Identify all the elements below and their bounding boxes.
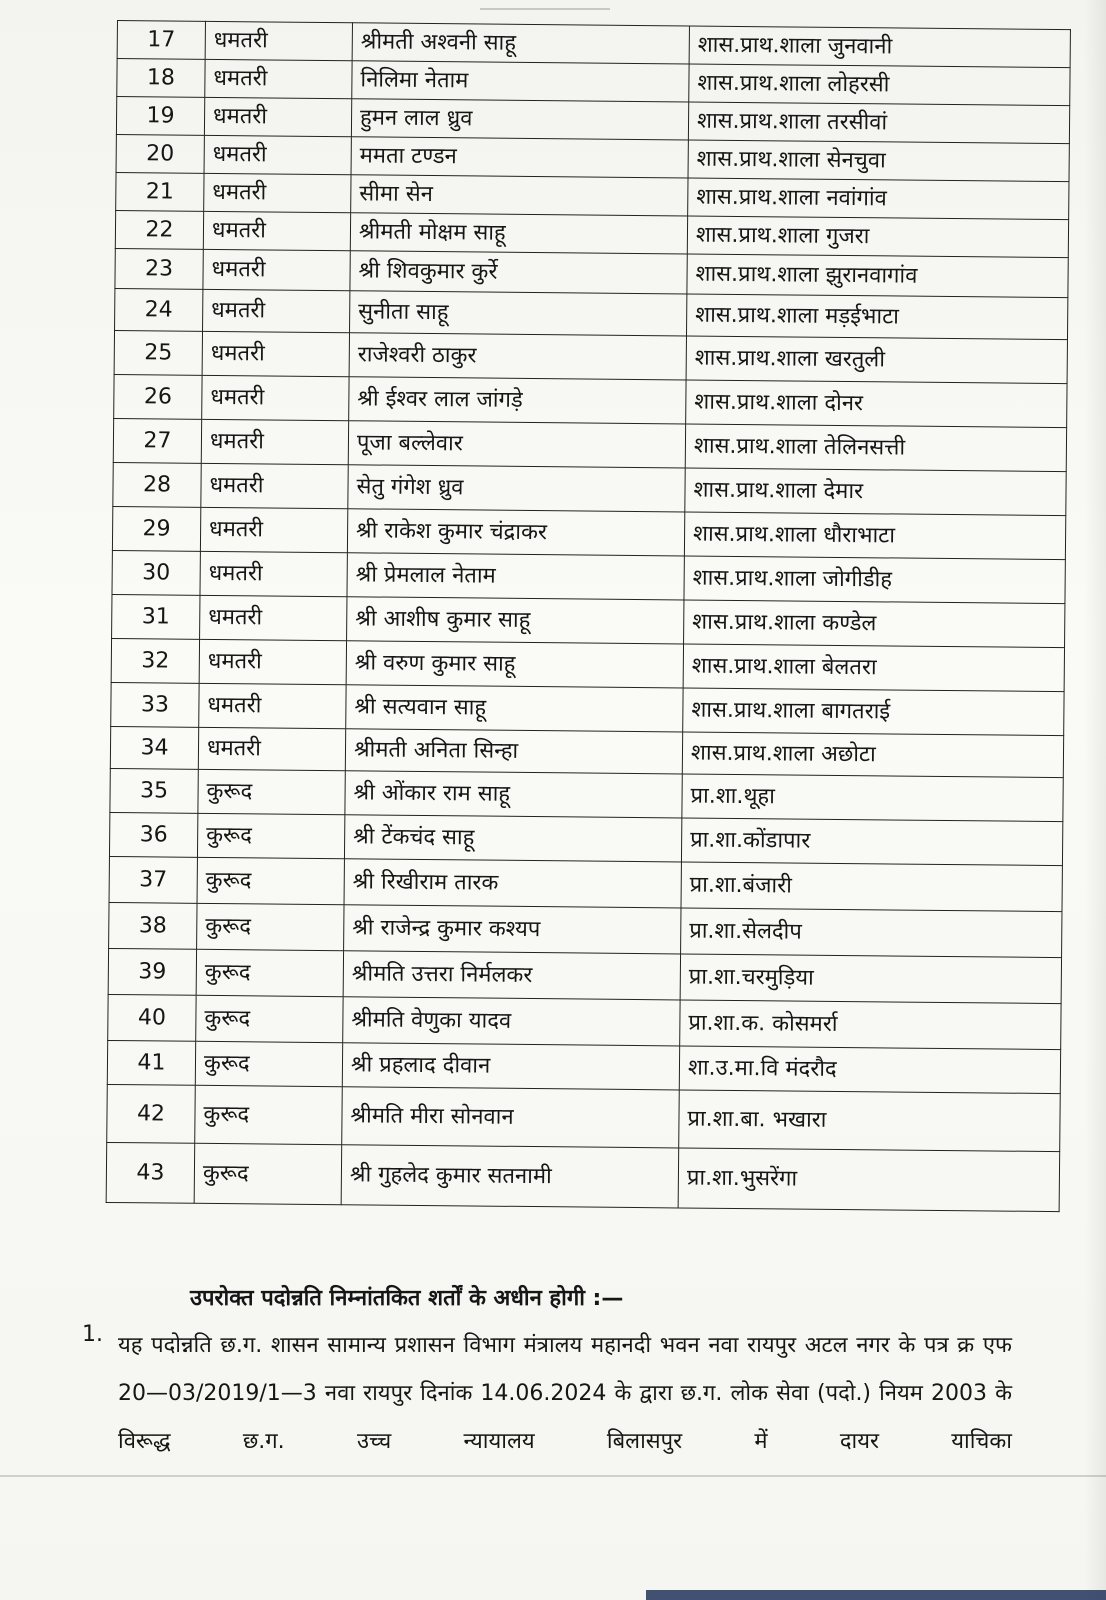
teacher-name-cell: सेतु गंगेश ध्रुव bbox=[348, 465, 685, 512]
school-name-cell: शास.प्राथ.शाला झुरानवागांव bbox=[687, 254, 1068, 298]
teacher-name-cell: श्री गुहलेद कुमार सतनामी bbox=[341, 1145, 679, 1208]
block-cell: कुरूद bbox=[196, 995, 343, 1042]
teacher-name-cell: ममता टण्डन bbox=[351, 137, 688, 178]
teacher-name-cell: श्री वरुण कुमार साहू bbox=[346, 641, 683, 688]
teacher-name-cell: श्रीमती अनिता सिन्हा bbox=[345, 729, 682, 774]
block-cell: धमतरी bbox=[203, 289, 350, 332]
serial-number-cell: 23 bbox=[115, 248, 203, 289]
school-name-cell: प्रा.शा.थूहा bbox=[682, 774, 1063, 822]
page-fold-line bbox=[0, 1475, 1106, 1477]
serial-number-cell: 19 bbox=[116, 97, 204, 136]
serial-number-cell: 33 bbox=[111, 682, 199, 727]
teacher-name-cell: श्री सत्यवान साहू bbox=[346, 685, 683, 732]
block-cell: धमतरी bbox=[205, 21, 352, 60]
block-cell: कुरूद bbox=[194, 1143, 342, 1204]
school-name-cell: शास.प्राथ.शाला लोहरसी bbox=[689, 64, 1070, 106]
school-name-cell: शास.प्राथ.शाला तेलिनसत्ती bbox=[685, 424, 1066, 472]
school-name-cell: प्रा.शा.कोंडापार bbox=[681, 818, 1062, 866]
scan-border-strip bbox=[646, 1590, 1106, 1600]
teacher-name-cell: श्री प्रहलाद दीवान bbox=[342, 1043, 679, 1090]
teacher-name-cell: हुमन लाल ध्रुव bbox=[351, 99, 688, 140]
serial-number-cell: 31 bbox=[112, 594, 200, 639]
teacher-name-cell: श्री ओंकार राम साहू bbox=[345, 771, 682, 818]
teacher-name-cell: श्री ईश्वर लाल जांगड़े bbox=[349, 377, 686, 424]
promotion-list-table bbox=[106, 20, 1071, 1212]
serial-number-cell: 24 bbox=[115, 288, 203, 331]
serial-number-cell: 17 bbox=[117, 21, 205, 60]
block-cell: धमतरी bbox=[201, 463, 348, 508]
serial-number-cell: 36 bbox=[109, 812, 197, 857]
condition-number: 1. bbox=[82, 1322, 103, 1347]
table-row bbox=[106, 1142, 1060, 1211]
block-cell: कुरूद bbox=[197, 857, 344, 904]
block-cell: धमतरी bbox=[203, 211, 350, 250]
serial-number-cell: 26 bbox=[114, 374, 202, 419]
teacher-name-cell: श्री रिखीराम तारक bbox=[344, 859, 681, 908]
school-name-cell: प्रा.शा.बंजारी bbox=[681, 862, 1062, 912]
school-name-cell: शास.प्राथ.शाला सेनचुवा bbox=[688, 140, 1069, 182]
school-name-cell: शास.प्राथ.शाला अछोटा bbox=[682, 732, 1063, 778]
teacher-name-cell: श्री राकेश कुमार चंद्राकर bbox=[347, 509, 684, 556]
block-cell: धमतरी bbox=[199, 683, 346, 728]
teacher-name-cell: राजेश्वरी ठाकुर bbox=[349, 333, 686, 380]
block-cell: धमतरी bbox=[200, 507, 347, 552]
school-name-cell: शास.प्राथ.शाला जोगीडीह bbox=[684, 556, 1065, 604]
serial-number-cell: 20 bbox=[116, 134, 204, 173]
block-cell: धमतरी bbox=[203, 249, 350, 290]
block-cell: कुरूद bbox=[197, 903, 344, 950]
condition-item bbox=[82, 1322, 1012, 1466]
block-cell: धमतरी bbox=[200, 595, 347, 640]
serial-number-cell: 22 bbox=[115, 210, 203, 249]
school-name-cell: शास.प्राथ.शाला मड़ईभाटा bbox=[686, 294, 1067, 340]
serial-number-cell: 38 bbox=[109, 902, 197, 949]
school-name-cell: शास.प्राथ.शाला दोनर bbox=[686, 380, 1067, 428]
school-name-cell: प्रा.शा.भुसरेंगा bbox=[678, 1148, 1060, 1212]
block-cell: धमतरी bbox=[201, 419, 348, 464]
block-cell: धमतरी bbox=[198, 727, 345, 770]
school-name-cell: शास.प्राथ.शाला बेलतरा bbox=[683, 644, 1064, 692]
school-name-cell: शास.प्राथ.शाला गुजरा bbox=[687, 216, 1068, 258]
serial-number-cell: 27 bbox=[113, 418, 201, 463]
serial-number-cell: 41 bbox=[107, 1040, 195, 1085]
serial-number-cell: 42 bbox=[107, 1084, 196, 1143]
teacher-name-cell: सीमा सेन bbox=[351, 175, 688, 216]
teacher-name-cell: सुनीता साहू bbox=[350, 291, 687, 336]
serial-number-cell: 29 bbox=[112, 506, 200, 551]
school-name-cell: शास.प्राथ.शाला खरतुली bbox=[686, 336, 1067, 384]
teacher-name-cell: श्रीमती अश्वनी साहू bbox=[352, 23, 689, 64]
serial-number-cell: 32 bbox=[111, 638, 199, 683]
serial-number-cell: 40 bbox=[108, 994, 196, 1041]
block-cell: धमतरी bbox=[204, 173, 351, 212]
school-name-cell: शास.प्राथ.शाला जुनवानी bbox=[689, 26, 1070, 68]
block-cell: कुरूद bbox=[195, 1085, 343, 1144]
serial-number-cell: 18 bbox=[117, 59, 205, 98]
block-cell: कुरूद bbox=[198, 769, 345, 814]
school-name-cell: प्रा.शा.क. कोसमर्रा bbox=[680, 1000, 1061, 1050]
teacher-name-cell: श्री राजेन्द्र कुमार कश्यप bbox=[344, 905, 681, 954]
school-name-cell: प्रा.शा.बा. भखारा bbox=[679, 1090, 1061, 1152]
teacher-name-cell: श्रीमति मीरा सोनवान bbox=[342, 1087, 680, 1148]
school-name-cell: शास.प्राथ.शाला बागतराई bbox=[683, 688, 1064, 736]
teacher-name-cell: श्रीमति वेणुका यादव bbox=[343, 997, 680, 1046]
serial-number-cell: 28 bbox=[113, 462, 201, 507]
school-name-cell: शास.प्राथ.शाला देमार bbox=[685, 468, 1066, 516]
school-name-cell: प्रा.शा.सेलदीप bbox=[681, 908, 1062, 958]
teacher-name-cell: श्रीमती मोक्षम साहू bbox=[350, 213, 687, 254]
teacher-name-cell: श्री शिवकुमार कुर्रे bbox=[350, 251, 687, 294]
block-cell: धमतरी bbox=[202, 331, 349, 376]
teacher-name-cell: श्री प्रेमलाल नेताम bbox=[347, 553, 684, 600]
block-cell: धमतरी bbox=[199, 639, 346, 684]
block-cell: धमतरी bbox=[200, 551, 347, 596]
serial-number-cell: 21 bbox=[116, 172, 204, 211]
school-name-cell: प्रा.शा.चरमुड़िया bbox=[680, 954, 1061, 1004]
block-cell: धमतरी bbox=[204, 135, 351, 174]
teacher-name-cell: श्रीमति उत्तरा निर्मलकर bbox=[343, 951, 680, 1000]
conditions-heading: उपरोक्त पदोन्नति निम्नांतकित शर्तों के अधीन होगी :— bbox=[190, 1286, 624, 1311]
serial-number-cell: 43 bbox=[106, 1142, 195, 1203]
serial-number-cell: 35 bbox=[110, 768, 198, 813]
serial-number-cell: 30 bbox=[112, 550, 200, 595]
scan-shadow bbox=[1084, 0, 1106, 1600]
block-cell: धमतरी bbox=[205, 59, 352, 98]
block-cell: धमतरी bbox=[204, 97, 351, 136]
serial-number-cell: 25 bbox=[114, 330, 202, 375]
condition-text: यह पदोन्नति छ.ग. शासन सामान्य प्रशासन विभाग मंत्रालय महानदी भवन नवा रायपुर अटल नगर के पत्र क्र एफ 20—03/2019/1—3 नवा रायपुर दिनांक 14.06.2024 के द्वारा छ.ग. लोक सेवा (पदो.) नियम 2003 के विरूद्ध छ.ग. उच्च न्यायालय बिलासपुर में दायर याचिका bbox=[118, 1333, 1012, 1454]
block-cell: कुरूद bbox=[195, 1041, 342, 1086]
school-name-cell: शा.उ.मा.वि मंदरौद bbox=[679, 1046, 1060, 1094]
school-name-cell: शास.प्राथ.शाला तरसीवां bbox=[688, 102, 1069, 144]
teacher-name-cell: श्री आशीष कुमार साहू bbox=[347, 597, 684, 644]
teacher-name-cell: पूजा बल्लेवार bbox=[348, 421, 685, 468]
block-cell: कुरूद bbox=[197, 813, 344, 858]
school-name-cell: शास.प्राथ.शाला नवांगांव bbox=[688, 178, 1069, 220]
block-cell: कुरूद bbox=[196, 949, 343, 996]
teacher-name-cell: श्री टेंकचंद साहू bbox=[344, 815, 681, 862]
teacher-name-cell: निलिमा नेताम bbox=[352, 61, 689, 102]
previous-page-edge bbox=[480, 0, 610, 10]
serial-number-cell: 39 bbox=[108, 948, 196, 995]
school-name-cell: शास.प्राथ.शाला धौराभाटा bbox=[684, 512, 1065, 560]
school-name-cell: शास.प्राथ.शाला कण्डेल bbox=[684, 600, 1065, 648]
block-cell: धमतरी bbox=[202, 375, 349, 420]
serial-number-cell: 34 bbox=[110, 726, 198, 769]
serial-number-cell: 37 bbox=[109, 856, 197, 903]
table-row bbox=[107, 1084, 1061, 1151]
promotion-list-body bbox=[106, 21, 1070, 1212]
